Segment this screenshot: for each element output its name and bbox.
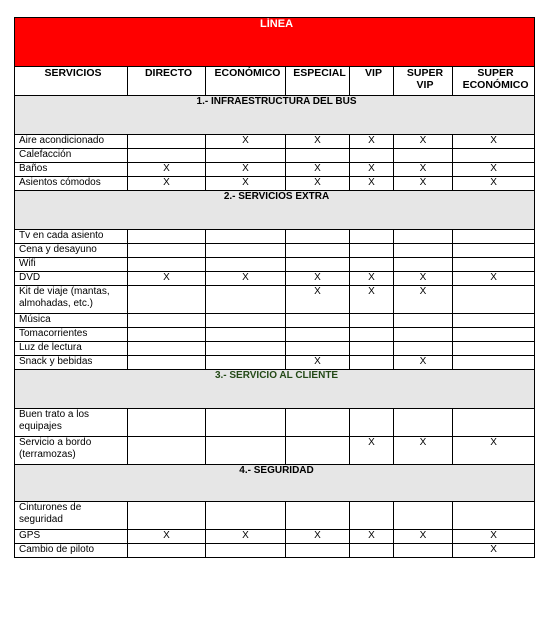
availability-mark bbox=[394, 230, 453, 244]
availability-mark bbox=[453, 502, 535, 530]
availability-mark: X bbox=[453, 437, 535, 465]
availability-mark bbox=[286, 244, 350, 258]
availability-mark bbox=[206, 544, 286, 558]
service-label: Música bbox=[15, 314, 128, 328]
availability-mark: X bbox=[128, 177, 206, 191]
availability-mark bbox=[350, 230, 394, 244]
table-title: LÍNEA bbox=[15, 18, 535, 67]
availability-mark: X bbox=[286, 163, 350, 177]
availability-mark: X bbox=[350, 177, 394, 191]
service-label: Luz de lectura bbox=[15, 342, 128, 356]
service-label: Wifi bbox=[15, 258, 128, 272]
availability-mark bbox=[350, 328, 394, 342]
section-row bbox=[15, 96, 535, 135]
service-label: Tomacorrientes bbox=[15, 328, 128, 342]
availability-mark bbox=[128, 135, 206, 149]
availability-mark: X bbox=[206, 272, 286, 286]
availability-mark: X bbox=[286, 177, 350, 191]
availability-mark: X bbox=[453, 135, 535, 149]
availability-mark: X bbox=[453, 272, 535, 286]
availability-mark: X bbox=[350, 163, 394, 177]
availability-mark bbox=[206, 244, 286, 258]
availability-mark bbox=[206, 342, 286, 356]
availability-mark bbox=[206, 502, 286, 530]
availability-mark bbox=[394, 328, 453, 342]
availability-mark bbox=[453, 328, 535, 342]
availability-mark: X bbox=[350, 530, 394, 544]
availability-mark: X bbox=[453, 163, 535, 177]
availability-mark bbox=[206, 356, 286, 370]
availability-mark: X bbox=[286, 272, 350, 286]
availability-mark: X bbox=[394, 356, 453, 370]
availability-mark bbox=[286, 437, 350, 465]
availability-mark bbox=[128, 258, 206, 272]
service-label: GPS bbox=[15, 530, 128, 544]
service-label: Snack y bebidas bbox=[15, 356, 128, 370]
service-label: Cena y desayuno bbox=[15, 244, 128, 258]
availability-mark: X bbox=[350, 135, 394, 149]
service-label: Cambio de piloto bbox=[15, 544, 128, 558]
availability-mark bbox=[453, 342, 535, 356]
table-row bbox=[15, 342, 535, 356]
section-title: 2.- SERVICIOS EXTRA bbox=[15, 191, 535, 230]
availability-mark bbox=[286, 314, 350, 328]
availability-mark: X bbox=[350, 272, 394, 286]
table-row bbox=[15, 230, 535, 244]
availability-mark: X bbox=[453, 530, 535, 544]
column-header-servicios: SERVICIOS bbox=[15, 67, 128, 96]
service-label: DVD bbox=[15, 272, 128, 286]
availability-mark bbox=[128, 149, 206, 163]
table-row bbox=[15, 328, 535, 342]
service-label: Buen trato a los equipajes bbox=[15, 409, 128, 437]
availability-mark bbox=[206, 409, 286, 437]
table-row bbox=[15, 286, 535, 314]
availability-mark bbox=[128, 314, 206, 328]
availability-mark bbox=[286, 544, 350, 558]
section-title: 3.- SERVICIO AL CLIENTE bbox=[15, 370, 535, 409]
table-row bbox=[15, 314, 535, 328]
availability-mark bbox=[206, 286, 286, 314]
column-header-super-economico: SUPER ECONÓMICO bbox=[453, 67, 535, 96]
availability-mark bbox=[394, 149, 453, 163]
availability-mark bbox=[206, 149, 286, 163]
availability-mark: X bbox=[206, 530, 286, 544]
availability-mark bbox=[394, 314, 453, 328]
availability-mark bbox=[453, 230, 535, 244]
section-title: 1.- INFRAESTRUCTURA DEL BUS bbox=[15, 96, 535, 135]
availability-mark bbox=[394, 258, 453, 272]
availability-mark bbox=[128, 230, 206, 244]
table-row bbox=[15, 272, 535, 286]
table-row bbox=[15, 356, 535, 370]
availability-mark: X bbox=[286, 356, 350, 370]
availability-mark bbox=[350, 244, 394, 258]
column-header-super-vip: SUPER VIP bbox=[394, 67, 453, 96]
availability-mark bbox=[394, 502, 453, 530]
availability-mark bbox=[453, 258, 535, 272]
service-label: Kit de viaje (mantas, almohadas, etc.) bbox=[15, 286, 128, 314]
availability-mark bbox=[286, 258, 350, 272]
service-label: Cinturones de seguridad bbox=[15, 502, 128, 530]
section-row bbox=[15, 465, 535, 502]
availability-mark bbox=[453, 286, 535, 314]
availability-mark bbox=[128, 544, 206, 558]
availability-mark bbox=[286, 409, 350, 437]
availability-mark bbox=[206, 314, 286, 328]
availability-mark: X bbox=[394, 177, 453, 191]
availability-mark: X bbox=[286, 530, 350, 544]
availability-mark: X bbox=[128, 163, 206, 177]
services-comparison-table bbox=[14, 17, 535, 558]
table-row bbox=[15, 437, 535, 465]
table-row bbox=[15, 163, 535, 177]
availability-mark bbox=[128, 328, 206, 342]
availability-mark bbox=[350, 314, 394, 328]
availability-mark: X bbox=[394, 272, 453, 286]
availability-mark bbox=[394, 544, 453, 558]
service-label: Calefacción bbox=[15, 149, 128, 163]
availability-mark bbox=[453, 244, 535, 258]
column-header-directo: DIRECTO bbox=[128, 67, 206, 96]
availability-mark: X bbox=[394, 530, 453, 544]
availability-mark bbox=[128, 409, 206, 437]
availability-mark bbox=[350, 149, 394, 163]
availability-mark: X bbox=[394, 437, 453, 465]
availability-mark bbox=[206, 437, 286, 465]
availability-mark: X bbox=[206, 135, 286, 149]
availability-mark bbox=[453, 356, 535, 370]
header-row bbox=[15, 67, 535, 96]
availability-mark: X bbox=[350, 437, 394, 465]
availability-mark bbox=[350, 356, 394, 370]
availability-mark bbox=[350, 409, 394, 437]
availability-mark bbox=[286, 230, 350, 244]
availability-mark bbox=[128, 502, 206, 530]
availability-mark bbox=[128, 286, 206, 314]
table-row bbox=[15, 530, 535, 544]
availability-mark: X bbox=[206, 163, 286, 177]
availability-mark bbox=[453, 314, 535, 328]
availability-mark bbox=[128, 437, 206, 465]
availability-mark bbox=[394, 409, 453, 437]
availability-mark bbox=[394, 244, 453, 258]
availability-mark bbox=[128, 244, 206, 258]
table-row bbox=[15, 502, 535, 530]
table-body bbox=[15, 18, 535, 558]
availability-mark: X bbox=[206, 177, 286, 191]
availability-mark bbox=[206, 258, 286, 272]
section-row bbox=[15, 370, 535, 409]
service-label: Baños bbox=[15, 163, 128, 177]
availability-mark bbox=[394, 342, 453, 356]
table-row bbox=[15, 135, 535, 149]
availability-mark: X bbox=[128, 272, 206, 286]
table-row bbox=[15, 544, 535, 558]
availability-mark bbox=[128, 356, 206, 370]
service-label: Aire acondicionado bbox=[15, 135, 128, 149]
availability-mark: X bbox=[394, 135, 453, 149]
availability-mark: X bbox=[128, 530, 206, 544]
availability-mark bbox=[350, 502, 394, 530]
availability-mark: X bbox=[286, 286, 350, 314]
availability-mark bbox=[453, 409, 535, 437]
table-row bbox=[15, 177, 535, 191]
availability-mark: X bbox=[350, 286, 394, 314]
section-title: 4.- SEGURIDAD bbox=[15, 465, 535, 502]
availability-mark bbox=[206, 230, 286, 244]
column-header-especial: ESPECIAL bbox=[286, 67, 350, 96]
table-row bbox=[15, 409, 535, 437]
table-row bbox=[15, 149, 535, 163]
column-header-vip: VIP bbox=[350, 67, 394, 96]
title-row bbox=[15, 18, 535, 67]
availability-mark bbox=[350, 258, 394, 272]
availability-mark: X bbox=[394, 286, 453, 314]
section-row bbox=[15, 191, 535, 230]
service-label: Tv en cada asiento bbox=[15, 230, 128, 244]
availability-mark bbox=[128, 342, 206, 356]
availability-mark: X bbox=[394, 163, 453, 177]
availability-mark bbox=[286, 502, 350, 530]
availability-mark: X bbox=[453, 177, 535, 191]
table-row bbox=[15, 258, 535, 272]
column-header-economico: ECONÓMICO bbox=[206, 67, 286, 96]
availability-mark bbox=[350, 342, 394, 356]
availability-mark bbox=[286, 342, 350, 356]
availability-mark: X bbox=[453, 544, 535, 558]
availability-mark bbox=[286, 328, 350, 342]
availability-mark bbox=[453, 149, 535, 163]
availability-mark: X bbox=[286, 135, 350, 149]
availability-mark bbox=[286, 149, 350, 163]
availability-mark bbox=[350, 544, 394, 558]
availability-mark bbox=[206, 328, 286, 342]
service-label: Servicio a bordo (terramozas) bbox=[15, 437, 128, 465]
table-row bbox=[15, 244, 535, 258]
service-label: Asientos cómodos bbox=[15, 177, 128, 191]
